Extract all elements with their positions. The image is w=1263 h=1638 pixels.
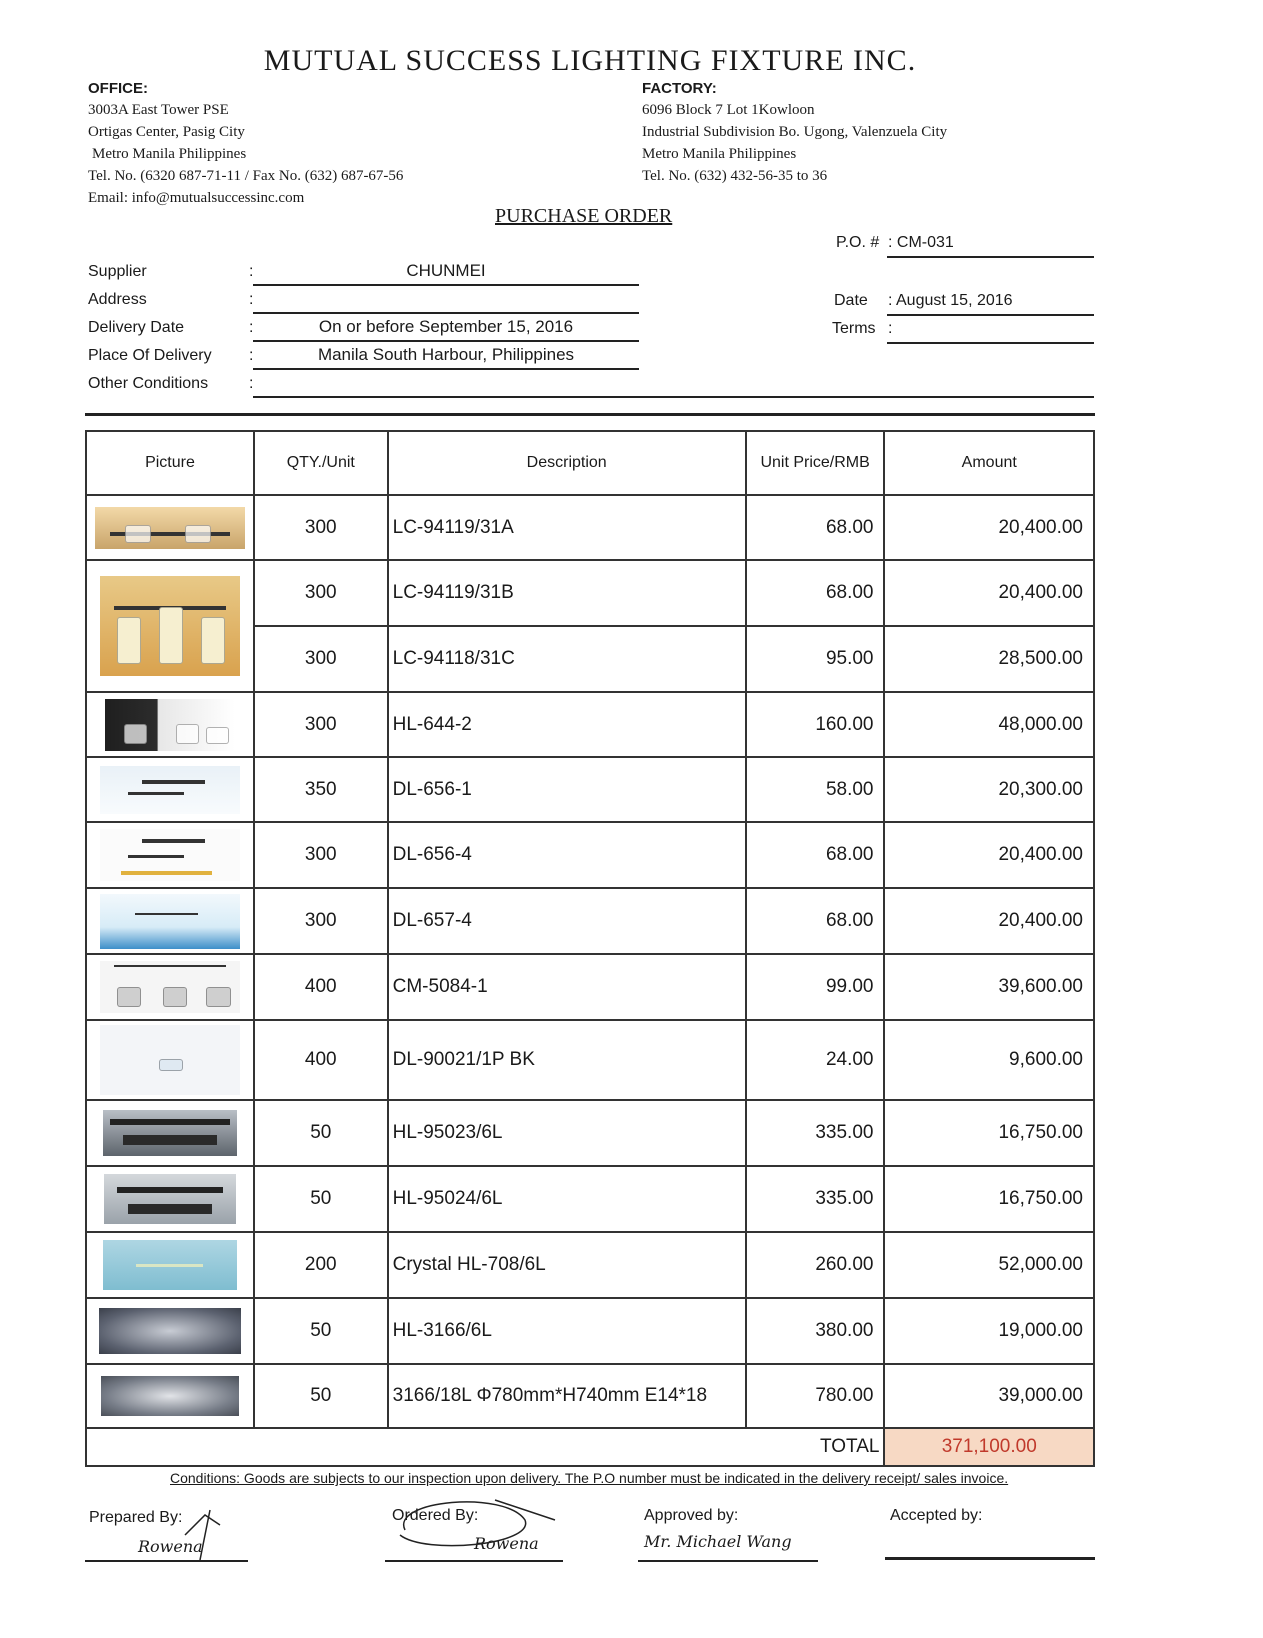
approved-line [638,1560,818,1562]
terms-value: : [888,320,893,337]
product-image [103,1240,237,1290]
qty-cell: 300 [254,888,388,954]
ordered-line [385,1560,563,1562]
place-line [253,368,639,370]
table-row [86,757,1094,822]
qty-cell: 50 [254,1364,388,1428]
place-value: Manila South Harbour, Philippines [317,345,575,364]
divider [85,413,1095,416]
terms-line [887,342,1094,344]
office-line: Tel. No. (6320 687-71-11 / Fax No. (632) 687-67-56 [88,168,404,184]
table-header-row [86,431,1094,495]
table-row [86,888,1094,954]
table-row [86,1364,1094,1428]
po-number-value: : CM-031 [888,234,954,251]
qty-cell: 300 [254,626,388,692]
unit-price-cell: 24.00 [746,1020,885,1100]
unit-price-cell: 780.00 [746,1364,885,1428]
office-label: OFFICE: [88,80,148,97]
factory-line: 6096 Block 7 Lot 1Kowloon [642,102,815,118]
product-image [95,507,245,549]
unit-price-cell: 68.00 [746,888,885,954]
qty-cell: 350 [254,757,388,822]
po-number-line [887,256,1094,258]
document-title: PURCHASE ORDER [495,205,673,227]
colon: : [249,291,254,308]
picture-cell [86,560,254,692]
approved-by-name: Mr. Michael Wang [644,1532,792,1551]
description-cell: LC-94118/31C [388,626,746,692]
factory-label: FACTORY: [642,80,717,97]
other-conditions-line [253,396,1094,398]
unit-price-cell: 99.00 [746,954,885,1020]
factory-line: Metro Manila Philippines [642,146,797,162]
description-cell: DL-656-1 [388,757,746,822]
prepared-by-signature: Rowena [138,1537,203,1556]
description-cell: HL-644-2 [388,692,746,757]
product-image [104,1174,236,1224]
picture-cell [86,954,254,1020]
amount-cell: 20,400.00 [884,822,1094,888]
header-unit-price: Unit Price/RMB [746,431,885,495]
colon: : [249,375,254,392]
unit-price-cell: 380.00 [746,1298,885,1364]
qty-cell: 300 [254,822,388,888]
items-table [85,430,1095,1467]
qty-cell: 300 [254,692,388,757]
table-row [86,495,1094,560]
description-cell: LC-94119/31B [388,560,746,626]
prepared-signature-scribble [180,1505,230,1565]
unit-price-cell: 260.00 [746,1232,885,1298]
colon: : [249,319,254,336]
amount-cell: 16,750.00 [884,1166,1094,1232]
office-line: Email: info@mutualsuccessinc.com [88,190,305,206]
picture-cell [86,1020,254,1100]
picture-cell [86,822,254,888]
picture-cell [86,692,254,757]
unit-price-cell: 335.00 [746,1100,885,1166]
delivery-date-line [253,340,639,342]
date-value: : August 15, 2016 [888,292,1013,309]
description-cell: DL-656-4 [388,822,746,888]
table-row [86,1100,1094,1166]
other-conditions-label: Other Conditions [88,375,209,392]
product-image [100,829,240,881]
ordered-signature-scribble [385,1490,565,1560]
qty-cell: 50 [254,1100,388,1166]
product-image [100,961,240,1013]
qty-cell: 300 [254,560,388,626]
amount-cell: 20,300.00 [884,757,1094,822]
amount-cell: 39,600.00 [884,954,1094,1020]
picture-cell [86,1166,254,1232]
amount-cell: 20,400.00 [884,495,1094,560]
amount-cell: 39,000.00 [884,1364,1094,1428]
description-cell: LC-94119/31A [388,495,746,560]
description-cell: HL-95024/6L [388,1166,746,1232]
supplier-line [253,284,639,286]
approved-by-label: Approved by: [644,1507,739,1524]
unit-price-cell: 68.00 [746,560,885,626]
description-cell: 3166/18L Φ780mm*H740mm E14*18 [388,1364,746,1428]
delivery-date-label: Delivery Date [88,319,185,336]
picture-cell [86,495,254,560]
company-name: MUTUAL SUCCESS LIGHTING FIXTURE INC. [263,44,917,77]
header-amount: Amount [884,431,1094,495]
table-row [86,954,1094,1020]
amount-cell: 20,400.00 [884,560,1094,626]
supplier-label: Supplier [88,263,147,280]
picture-cell [86,1364,254,1428]
colon: : [249,263,254,280]
date-label: Date [834,292,868,309]
unit-price-cell: 68.00 [746,495,885,560]
amount-cell: 52,000.00 [884,1232,1094,1298]
amount-cell: 16,750.00 [884,1100,1094,1166]
unit-price-cell: 58.00 [746,757,885,822]
office-line: Metro Manila Philippines [92,146,247,162]
qty-cell: 50 [254,1166,388,1232]
amount-cell: 28,500.00 [884,626,1094,692]
unit-price-cell: 335.00 [746,1166,885,1232]
accepted-line [885,1557,1095,1560]
ordered-by-signature: Rowena [474,1534,539,1553]
amount-cell: 19,000.00 [884,1298,1094,1364]
picture-cell [86,888,254,954]
product-image [99,1308,241,1354]
product-image [101,1376,239,1416]
qty-cell: 400 [254,1020,388,1100]
accepted-by-label: Accepted by: [890,1507,983,1524]
description-cell: HL-3166/6L [388,1298,746,1364]
product-image [100,894,240,949]
amount-cell: 48,000.00 [884,692,1094,757]
table-row [86,560,1094,626]
qty-cell: 200 [254,1232,388,1298]
description-cell: CM-5084-1 [388,954,746,1020]
total-value: 371,100.00 [884,1428,1094,1466]
prepared-line [85,1560,248,1562]
picture-cell [86,1298,254,1364]
amount-cell: 9,600.00 [884,1020,1094,1100]
table-row [86,1020,1094,1100]
total-label: TOTAL [86,1428,884,1466]
supplier-value: CHUNMEI [406,261,486,280]
product-image [105,699,235,751]
header-qty: QTY./Unit [254,431,388,495]
description-cell: DL-657-4 [388,888,746,954]
terms-label: Terms [832,320,876,337]
description-cell: HL-95023/6L [388,1100,746,1166]
prepared-by-label: Prepared By: [89,1509,183,1526]
ordered-by-label: Ordered By: [392,1507,479,1524]
colon: : [249,347,254,364]
office-line: 3003A East Tower PSE [88,102,229,118]
picture-cell [86,757,254,822]
address-line [253,312,639,314]
unit-price-cell: 160.00 [746,692,885,757]
product-image [100,766,240,814]
office-address [88,99,403,209]
header-picture: Picture [86,431,254,495]
picture-cell [86,1232,254,1298]
unit-price-cell: 95.00 [746,626,885,692]
product-image [100,1025,240,1095]
product-image [103,1110,237,1156]
description-cell: DL-90021/1P BK [388,1020,746,1100]
table-row [86,822,1094,888]
total-row [86,1428,1094,1466]
place-label: Place Of Delivery [88,347,212,364]
conditions-note: Conditions: Goods are subjects to our inspection upon delivery. The P.O number must be indicated in the delivery receipt/ sales invoice. [170,1470,1009,1486]
description-cell: Crystal HL-708/6L [388,1232,746,1298]
table-row [86,1166,1094,1232]
header-description: Description [388,431,746,495]
picture-cell [86,1100,254,1166]
qty-cell: 300 [254,495,388,560]
qty-cell: 400 [254,954,388,1020]
table-row [86,1232,1094,1298]
table-row [86,692,1094,757]
product-image [100,576,240,676]
office-line: Ortigas Center, Pasig City [88,124,245,140]
factory-address [642,99,947,187]
amount-cell: 20,400.00 [884,888,1094,954]
po-number-label: P.O. # [836,234,880,251]
factory-line: Industrial Subdivision Bo. Ugong, Valenzuela City [642,124,948,140]
unit-price-cell: 68.00 [746,822,885,888]
table-row [86,1298,1094,1364]
qty-cell: 50 [254,1298,388,1364]
delivery-date-value: On or before September 15, 2016 [318,317,574,336]
address-label: Address [88,291,147,308]
factory-line: Tel. No. (632) 432-56-35 to 36 [642,168,828,184]
date-line [887,314,1094,316]
